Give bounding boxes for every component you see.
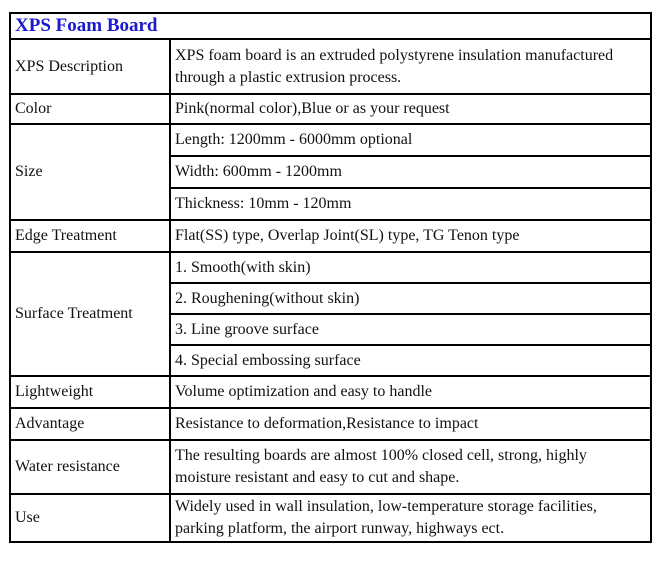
table-row-advantage	[10, 408, 651, 440]
title-row	[10, 13, 651, 39]
table-row-water	[10, 440, 651, 494]
row-label: Size	[10, 124, 170, 220]
xps-spec-table	[9, 12, 652, 543]
surface-option: 3. Line groove surface	[170, 314, 651, 345]
row-label: Edge Treatment	[10, 220, 170, 252]
row-label: Lightweight	[10, 376, 170, 408]
surface-option: 1. Smooth(with skin)	[170, 252, 651, 283]
table-row-description	[10, 39, 651, 94]
row-value: Volume optimization and easy to handle	[170, 376, 651, 408]
surface-option: 2. Roughening(without skin)	[170, 283, 651, 314]
table-row-surface	[10, 252, 651, 283]
row-label: Water resistance	[10, 440, 170, 494]
row-label: Surface Treatment	[10, 252, 170, 376]
table-row-lightweight	[10, 376, 651, 408]
table-row-use	[10, 494, 651, 542]
row-label: Advantage	[10, 408, 170, 440]
table-row-color	[10, 94, 651, 124]
table-row-size	[10, 124, 651, 156]
size-width: Width: 600mm - 1200mm	[170, 156, 651, 188]
table-title: XPS Foam Board	[10, 13, 651, 39]
size-length: Length: 1200mm - 6000mm optional	[170, 124, 651, 156]
row-label: XPS Description	[10, 39, 170, 94]
size-thickness: Thickness: 10mm - 120mm	[170, 188, 651, 220]
row-value: Resistance to deformation,Resistance to impact	[170, 408, 651, 440]
row-value: Widely used in wall insulation, low-temperature storage facilities, parking platform, the airport runway, highways ect.	[170, 494, 651, 542]
row-value: Flat(SS) type, Overlap Joint(SL) type, TG Tenon type	[170, 220, 651, 252]
row-label: Use	[10, 494, 170, 542]
row-value: The resulting boards are almost 100% closed cell, strong, highly moisture resistant and easy to cut and shape.	[170, 440, 651, 494]
row-value: Pink(normal color),Blue or as your request	[170, 94, 651, 124]
surface-option: 4. Special embossing surface	[170, 345, 651, 376]
row-value: XPS foam board is an extruded polystyrene insulation manufactured through a plastic extrusion process.	[170, 39, 651, 94]
table-row-edge	[10, 220, 651, 252]
row-label: Color	[10, 94, 170, 124]
